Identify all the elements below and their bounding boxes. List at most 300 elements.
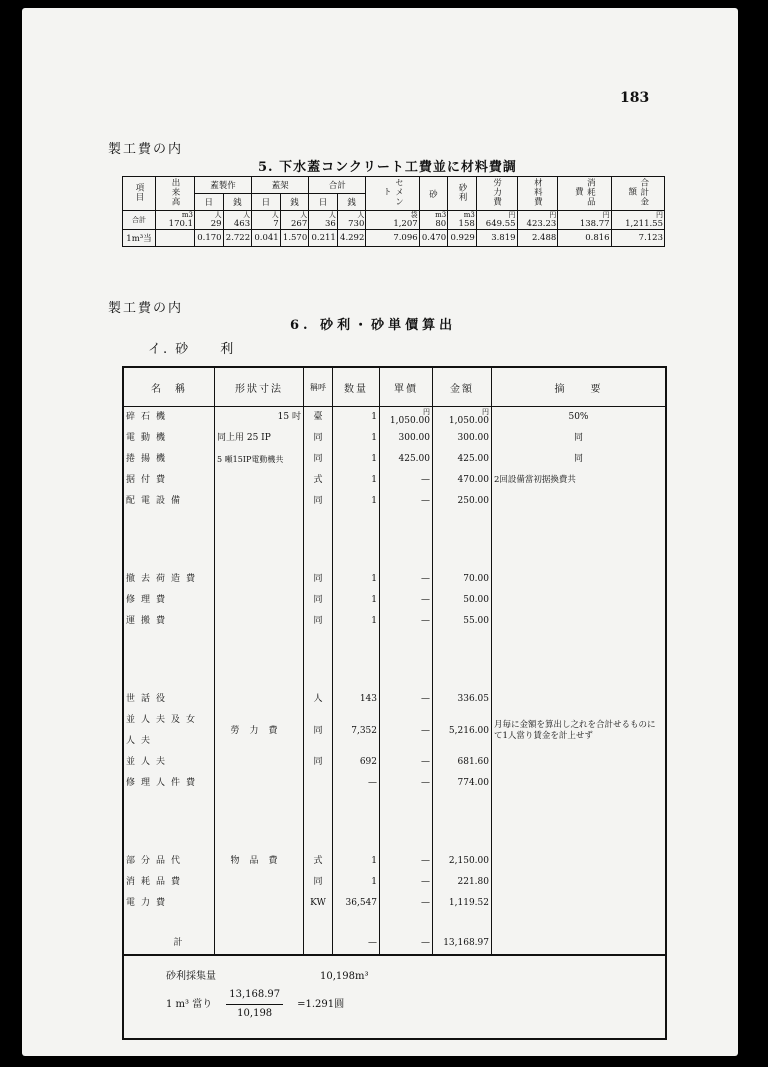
item-amount (433, 872, 492, 893)
item-name: 電力費 (123, 893, 215, 914)
table5-title: 5. 下水蓋コンクリート工費並に材料費調 (258, 160, 517, 175)
t5-consumables-header: 消耗品費 (558, 177, 611, 211)
collect-value: 10,198m³ (320, 971, 369, 982)
item-name: 世話役 (123, 689, 215, 710)
table-row (123, 773, 666, 794)
t5-total-labor-header: 合計 (309, 177, 366, 194)
t5-cell: 人 730 (337, 211, 366, 230)
footer-cell (123, 955, 666, 1039)
item-price-value: — (421, 574, 430, 584)
item-spec: 勞力費 (215, 710, 304, 752)
table6-title: 6. 砂利・砂単價算出 (290, 318, 457, 333)
spacer-cell (380, 794, 433, 813)
item-spec (215, 872, 304, 893)
t6-unit-header: 稱呼 (304, 367, 333, 407)
item-remarks: 2回設備當初据換費共 (492, 470, 667, 491)
spacer-cell (215, 531, 304, 550)
table-row (123, 872, 666, 893)
page-number: 183 (620, 90, 650, 106)
t5-cell: 人 267 (280, 211, 309, 230)
spacer-cell (123, 550, 215, 569)
item-price-value: 1,050.00 (389, 416, 430, 426)
spacer-cell (304, 794, 333, 813)
spacer-cell (433, 914, 492, 933)
item-amount-value: 425.00 (457, 454, 489, 464)
item-price (380, 428, 433, 449)
item-name: 消耗品費 (123, 872, 215, 893)
item-qty: 1 (333, 449, 380, 470)
total-spec (215, 933, 304, 955)
spacer-cell (333, 550, 380, 569)
t5-wage-2: 銭 (280, 194, 309, 211)
item-unit: 同 (304, 752, 333, 773)
spacer-cell (215, 550, 304, 569)
table-row (123, 893, 666, 914)
t5-cell: 0.041 (252, 230, 281, 247)
t5-cell: 3.819 (476, 230, 517, 247)
item-spec: 物品費 (215, 851, 304, 872)
spacer-cell (304, 914, 333, 933)
total-remarks (492, 933, 667, 955)
table-row (123, 752, 666, 773)
spacer-cell (492, 670, 667, 689)
total-row (123, 933, 666, 955)
t5-cell: 0.470 (419, 230, 448, 247)
item-amount-value: 70.00 (463, 574, 489, 584)
t5-cell: 2.722 (223, 230, 252, 247)
spacer-row (123, 550, 666, 569)
item-qty: 36,547 (333, 893, 380, 914)
t5-cell: 2.488 (517, 230, 558, 247)
spacer-cell (304, 512, 333, 531)
spacer-cell (433, 794, 492, 813)
t5-wage-3: 銭 (337, 194, 366, 211)
spacer-cell (492, 651, 667, 670)
item-name: 並人夫 (123, 752, 215, 773)
spacer-cell (380, 914, 433, 933)
item-remarks (492, 752, 667, 773)
item-amount-value: 1,050.00 (448, 416, 489, 426)
item-amount (433, 611, 492, 632)
t5-labor2-header: 蓋架 (252, 177, 309, 194)
item-spec (215, 569, 304, 590)
item-unit: 式 (304, 470, 333, 491)
section-header-2: 製工費の内 (108, 301, 184, 316)
item-amount-value: 681.60 (457, 757, 489, 767)
item-qty: 1 (333, 407, 380, 429)
item-remarks (492, 773, 667, 794)
footer-row (123, 955, 666, 1039)
t5-labor1-header: 蓋製作 (195, 177, 252, 194)
item-remarks: 50% (492, 407, 667, 429)
item-price (380, 689, 433, 710)
item-price-value: 425.00 (398, 454, 430, 464)
spacer-cell (304, 813, 333, 832)
item-remarks (492, 893, 667, 914)
spacer-cell (433, 832, 492, 851)
item-qty: 1 (333, 590, 380, 611)
item-name: 電動機 (123, 428, 215, 449)
t5-row-label-total: 合計 (123, 211, 156, 230)
item-unit: 同 (304, 590, 333, 611)
item-amount-value: 250.00 (457, 496, 489, 506)
item-price-value: — (421, 898, 430, 908)
table-row (123, 611, 666, 632)
spacer-cell (333, 651, 380, 670)
t5-labor-cost-header: 労力費 (476, 177, 517, 211)
item-price (380, 872, 433, 893)
spacer-cell (333, 512, 380, 531)
item-price-value: — (421, 725, 430, 736)
item-remarks: 同 (492, 428, 667, 449)
spacer-cell (492, 550, 667, 569)
item-name: 配電設備 (123, 491, 215, 512)
item-unit (304, 773, 333, 794)
spacer-cell (333, 670, 380, 689)
spacer-cell (492, 914, 667, 933)
item-qty: 1 (333, 491, 380, 512)
item-amount (433, 569, 492, 590)
t5-gravel-header: 砂利 (448, 177, 477, 211)
item-qty: 1 (333, 470, 380, 491)
spacer-cell (492, 794, 667, 813)
item-amount-value: 2,150.00 (448, 856, 489, 866)
item-remarks (492, 491, 667, 512)
item-amount (433, 689, 492, 710)
spacer-cell (123, 670, 215, 689)
spacer-cell (380, 531, 433, 550)
t6-qty-header: 数量 (333, 367, 380, 407)
item-name: 捲揚機 (123, 449, 215, 470)
item-price (380, 407, 433, 429)
t6-body (123, 407, 666, 1040)
spacer-cell (433, 670, 492, 689)
item-unit: 同 (304, 491, 333, 512)
spacer-cell (492, 531, 667, 550)
spacer-cell (380, 832, 433, 851)
table-row (123, 491, 666, 512)
t5-total-amount-header: 合計金額 (611, 177, 664, 211)
item-price-value: — (421, 877, 430, 887)
t5-item-header: 項目 (123, 177, 156, 211)
spacer-cell (380, 813, 433, 832)
item-price-value: — (421, 616, 430, 626)
collect-line (166, 968, 663, 986)
spacer-row (123, 914, 666, 933)
item-spec (215, 590, 304, 611)
total-label: 計 (123, 933, 215, 955)
item-remarks (492, 611, 667, 632)
spacer-cell (304, 832, 333, 851)
t5-cell: 0.816 (558, 230, 611, 247)
item-qty: 1 (333, 428, 380, 449)
item-amount-value: 221.80 (457, 877, 489, 887)
item-remarks (492, 851, 667, 872)
item-unit: 同 (304, 872, 333, 893)
spacer-cell (123, 632, 215, 651)
t5-cell: 0.929 (448, 230, 477, 247)
item-price (380, 470, 433, 491)
t5-cell: 円 649.55 (476, 211, 517, 230)
t5-cell: 人 7 (252, 211, 281, 230)
fraction-numerator: 13,168.97 (226, 986, 283, 1005)
item-price (380, 851, 433, 872)
spacer-cell (333, 914, 380, 933)
yen-unit: 円 (482, 408, 489, 416)
item-price (380, 491, 433, 512)
item-amount (433, 752, 492, 773)
item-amount-value: 336.05 (457, 694, 489, 704)
item-price-value: — (421, 475, 430, 485)
table-row (123, 569, 666, 590)
item-price (380, 710, 433, 752)
collect-label: 砂利採集量 (166, 971, 216, 982)
spacer-cell (333, 794, 380, 813)
item-spec (215, 689, 304, 710)
t5-cell: 1.570 (280, 230, 309, 247)
t5-cell: m3 170.1 (156, 211, 195, 230)
item-amount (433, 773, 492, 794)
t6-amount-header: 金額 (433, 367, 492, 407)
item-qty: — (333, 773, 380, 794)
footer-calc (126, 956, 663, 1023)
item-remarks: 月毎に金額を算出し之れを合計せるものにて1人當り賃金を計上せず (492, 710, 667, 752)
item-amount (433, 428, 492, 449)
t5-cell: 7.096 (366, 230, 419, 247)
spacer-row (123, 670, 666, 689)
table5 (122, 176, 665, 247)
item-remarks (492, 590, 667, 611)
spacer-cell (123, 813, 215, 832)
spacer-cell (215, 670, 304, 689)
t6-name-header: 名 稱 (123, 367, 215, 407)
item-amount (433, 491, 492, 512)
spacer-cell (380, 670, 433, 689)
item-amount (433, 893, 492, 914)
t6-price-header: 單價 (380, 367, 433, 407)
t5-cell: 4.292 (337, 230, 366, 247)
spacer-cell (304, 531, 333, 550)
item-remarks (492, 569, 667, 590)
spacer-row (123, 512, 666, 531)
t5-cell: m3 80 (419, 211, 448, 230)
item-spec (215, 491, 304, 512)
spacer-cell (433, 512, 492, 531)
item-price-value: — (421, 778, 430, 788)
table-row (123, 689, 666, 710)
item-qty: 1 (333, 851, 380, 872)
total-amount: 13,168.97 (433, 933, 492, 955)
item-price (380, 449, 433, 470)
item-spec (215, 611, 304, 632)
item-name: 碎石機 (123, 407, 215, 429)
item-price (380, 569, 433, 590)
item-spec (215, 893, 304, 914)
spacer-row (123, 531, 666, 550)
yen-unit: 円 (423, 408, 430, 416)
item-amount-value: 5,216.00 (448, 725, 489, 736)
item-unit: 式 (304, 851, 333, 872)
table-row (123, 590, 666, 611)
spacer-cell (333, 531, 380, 550)
item-price-value: 300.00 (398, 433, 430, 443)
spacer-cell (215, 832, 304, 851)
spacer-cell (433, 550, 492, 569)
item-amount (433, 710, 492, 752)
spacer-cell (492, 632, 667, 651)
spacer-cell (215, 512, 304, 531)
item-name: 並人夫及女人夫 (123, 710, 215, 752)
t5-cell: 人 29 (195, 211, 224, 230)
spacer-cell (215, 813, 304, 832)
spacer-cell (433, 531, 492, 550)
t5-cell: 0.170 (195, 230, 224, 247)
item-price (380, 611, 433, 632)
table-row (123, 470, 666, 491)
item-qty: 692 (333, 752, 380, 773)
spacer-cell (492, 813, 667, 832)
t5-day-3: 日 (309, 194, 338, 211)
spacer-cell (215, 794, 304, 813)
item-unit: 同 (304, 611, 333, 632)
spacer-cell (304, 550, 333, 569)
spacer-cell (123, 914, 215, 933)
table6 (122, 366, 667, 1040)
result: =1.291圓 (297, 999, 345, 1010)
t6-spec-header: 形狀寸法 (215, 367, 304, 407)
spacer-cell (433, 632, 492, 651)
item-name: 修理人件費 (123, 773, 215, 794)
spacer-cell (123, 531, 215, 550)
item-name: 修理費 (123, 590, 215, 611)
spacer-cell (492, 512, 667, 531)
item-amount-value: 300.00 (457, 433, 489, 443)
item-qty: 1 (333, 872, 380, 893)
table-row (123, 449, 666, 470)
spacer-cell (433, 651, 492, 670)
spacer-row (123, 813, 666, 832)
spacer-cell (380, 651, 433, 670)
t5-cement-header: セメント (366, 177, 419, 211)
item-amount (433, 590, 492, 611)
t5-cell (156, 230, 195, 247)
fraction-denominator: 10,198 (237, 1008, 273, 1019)
spacer-row (123, 651, 666, 670)
spacer-cell (333, 632, 380, 651)
table6-subtitle: イ. 砂 利 (148, 342, 236, 357)
item-price-value: — (421, 694, 430, 704)
spacer-cell (123, 794, 215, 813)
item-price-value: — (421, 856, 430, 866)
table-row (123, 428, 666, 449)
item-spec: 15 吋 (215, 407, 304, 429)
t5-wage-1: 銭 (223, 194, 252, 211)
spacer-row (123, 794, 666, 813)
item-amount-value: 55.00 (463, 616, 489, 626)
spacer-row (123, 632, 666, 651)
spacer-cell (123, 651, 215, 670)
t5-cell: 円 138.77 (558, 211, 611, 230)
section-header-1: 製工費の内 (108, 142, 184, 157)
spacer-cell (215, 914, 304, 933)
item-qty: 1 (333, 611, 380, 632)
item-amount-value: 1,119.52 (448, 898, 489, 908)
item-qty: 143 (333, 689, 380, 710)
item-unit: 臺 (304, 407, 333, 429)
t5-day-1: 日 (195, 194, 224, 211)
item-spec (215, 773, 304, 794)
fraction (226, 986, 283, 1023)
item-price-value: — (421, 496, 430, 506)
item-spec (215, 470, 304, 491)
item-amount-value: 470.00 (457, 475, 489, 485)
item-qty: 1 (333, 569, 380, 590)
table-row (123, 710, 666, 752)
total-unit (304, 933, 333, 955)
item-name: 運搬費 (123, 611, 215, 632)
per-line (166, 986, 663, 1023)
spacer-cell (304, 651, 333, 670)
item-price (380, 893, 433, 914)
t5-day-2: 日 (252, 194, 281, 211)
t5-cell: 7.123 (611, 230, 664, 247)
item-remarks (492, 872, 667, 893)
item-price (380, 773, 433, 794)
item-amount-value: 774.00 (457, 778, 489, 788)
spacer-cell (333, 832, 380, 851)
spacer-cell (215, 632, 304, 651)
document-page (22, 8, 738, 1056)
spacer-cell (215, 651, 304, 670)
t5-cell: 袋 1,207 (366, 211, 419, 230)
total-price: — (380, 933, 433, 955)
spacer-cell (492, 832, 667, 851)
total-qty: — (333, 933, 380, 955)
t5-material-header: 材料費 (517, 177, 558, 211)
item-amount (433, 851, 492, 872)
spacer-row (123, 832, 666, 851)
item-spec: 同上用 25 IP (215, 428, 304, 449)
t5-cell: 0.211 (309, 230, 338, 247)
item-spec (215, 752, 304, 773)
item-name: 据付費 (123, 470, 215, 491)
t5-cell: 人 463 (223, 211, 252, 230)
t5-cell: 円 423.23 (517, 211, 558, 230)
item-unit: 同 (304, 569, 333, 590)
item-price (380, 752, 433, 773)
spacer-cell (123, 832, 215, 851)
spacer-cell (380, 550, 433, 569)
t5-row-label-per-m3: 1m³当 (123, 230, 156, 247)
spacer-cell (380, 512, 433, 531)
t6-remarks-header: 摘 要 (492, 367, 667, 407)
item-qty: 7,352 (333, 710, 380, 752)
table-row (123, 407, 666, 429)
item-price-value: — (421, 595, 430, 605)
t5-cell: m3 158 (448, 211, 477, 230)
spacer-cell (123, 512, 215, 531)
spacer-cell (304, 670, 333, 689)
table-row (123, 851, 666, 872)
item-amount (433, 407, 492, 429)
item-amount (433, 449, 492, 470)
item-spec: 5 噸15IP電動機共 (215, 449, 304, 470)
item-remarks (492, 689, 667, 710)
item-name: 撤去荷造費 (123, 569, 215, 590)
item-remarks: 同 (492, 449, 667, 470)
item-unit: 人 (304, 689, 333, 710)
item-unit: 同 (304, 449, 333, 470)
